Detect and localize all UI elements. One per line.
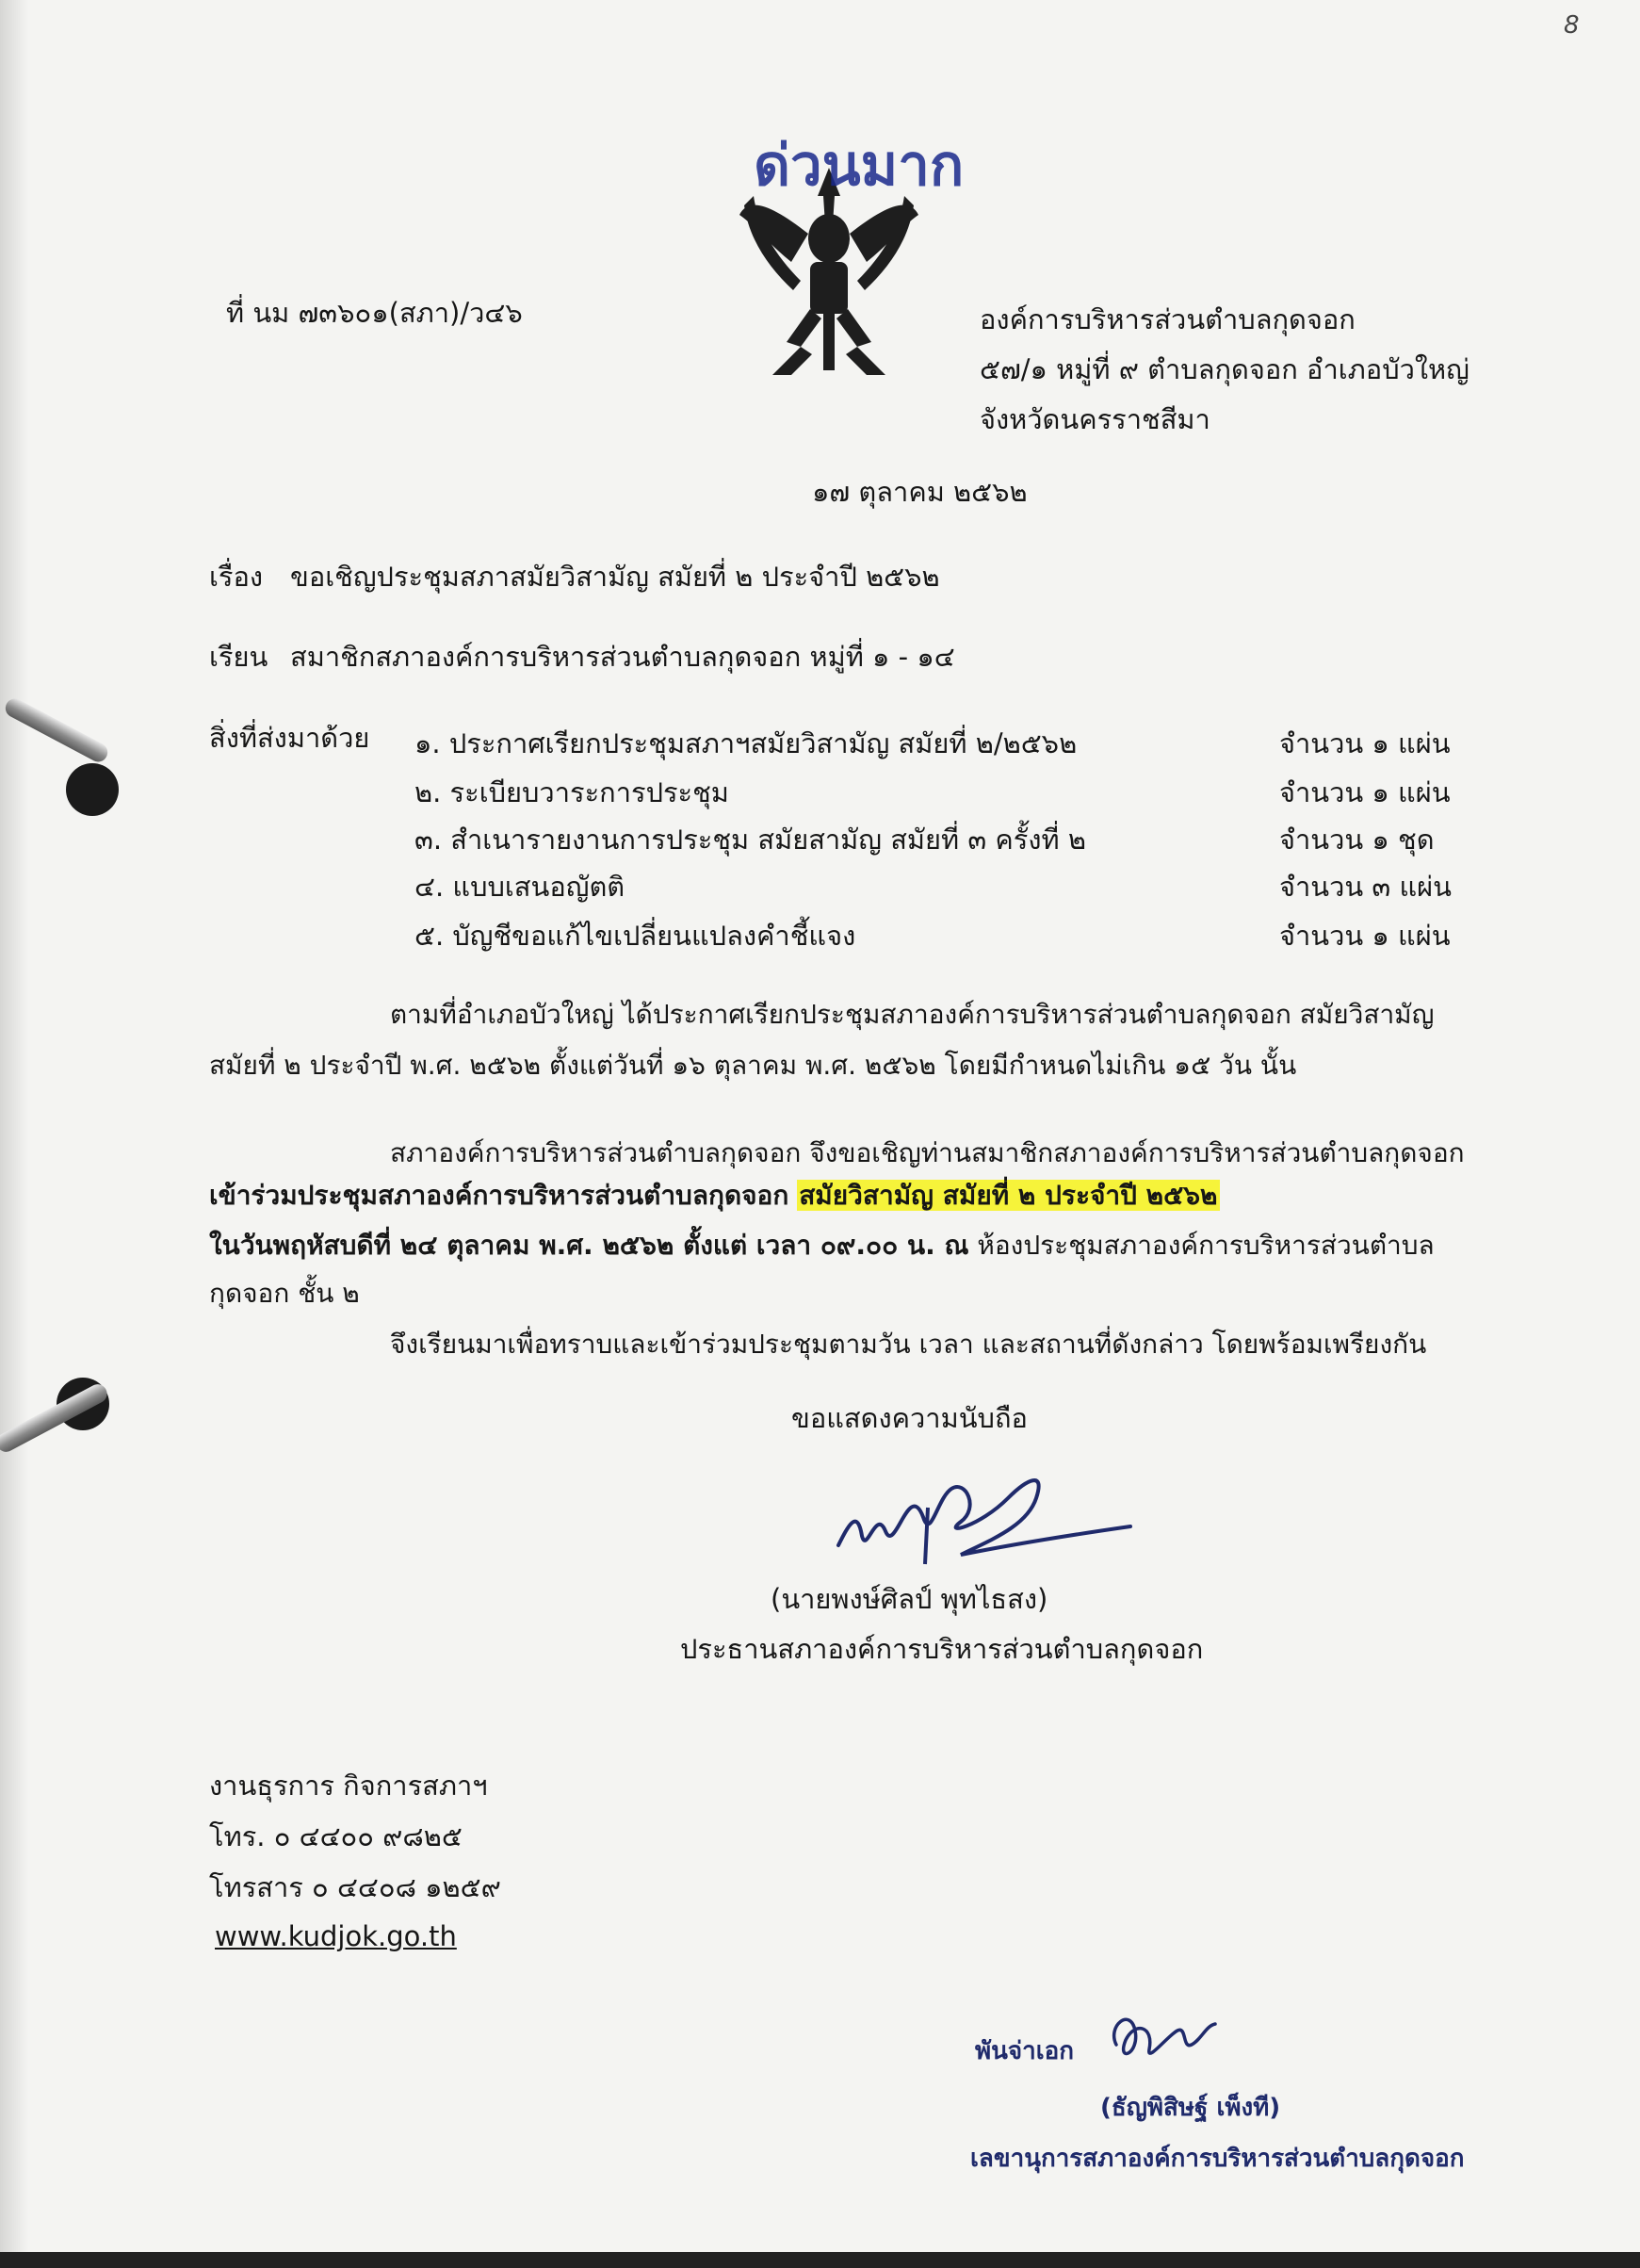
contact-department: งานธุรการ กิจการสภาฯ xyxy=(209,1770,488,1802)
signer-position: ประธานสภาองค์การบริหารส่วนตำบลกุดจอก xyxy=(680,1633,1204,1665)
enclosure-qty: จำนวน ๓ แผ่น xyxy=(1279,871,1452,903)
paragraph2-line2 xyxy=(209,1180,1220,1212)
enclosure-qty: จำนวน ๑ แผ่น xyxy=(1279,920,1451,952)
binder-hole-top xyxy=(66,763,119,816)
paragraph2-line4: กุดจอก ชั้น ๒ xyxy=(209,1278,360,1309)
highlighted-session-text: สมัยวิสามัญ สมัยที่ ๒ ประจำปี ๒๕๖๒ xyxy=(799,1180,1218,1211)
website-link[interactable]: www.kudjok.go.th xyxy=(215,1920,457,1952)
paragraph2-bold-text: เข้าร่วมประชุมสภาองค์การบริหารส่วนตำบลกุดจอก xyxy=(209,1180,789,1211)
enclosure-item: ๔. แบบเสนอญัตติ xyxy=(414,871,625,903)
secretary-name: (ธัญพิสิษฐ์ เพ็งที) xyxy=(1100,2094,1281,2122)
enclosure-item: ๒. ระเบียบวาระการประชุม xyxy=(414,776,729,808)
org-name: องค์การบริหารส่วนตำบลกุดจอก xyxy=(980,303,1356,335)
paragraph1-line2: สมัยที่ ๒ ประจำปี พ.ศ. ๒๕๖๒ ตั้งแต่วันที่ ๑๖ ตุลาคม พ.ศ. ๒๕๖๒ โดยมีกำหนดไม่เกิน ๑๕ วัน นั้น xyxy=(209,1050,1297,1081)
enclosure-item: ๕. บัญชีขอแก้ไขเปลี่ยนแปลงคำชี้แจง xyxy=(414,920,856,952)
org-address-line1: ๕๗/๑ หมู่ที่ ๙ ตำบลกุดจอก อำเภอบัวใหญ่ xyxy=(980,353,1470,385)
paragraph2-line3 xyxy=(209,1230,1435,1262)
org-address-line2: จังหวัดนครราชสีมา xyxy=(980,403,1210,435)
secretary-position: เลขานุการสภาองค์การบริหารส่วนตำบลกุดจอก xyxy=(970,2145,1465,2173)
enclosure-qty: จำนวน ๑ ชุด xyxy=(1279,824,1435,856)
letter-date: ๑๗ ตุลาคม ๒๕๖๒ xyxy=(812,476,1028,508)
reference-number: ที่ นม ๗๓๖๐๑(สภา)/ว๔๖ xyxy=(226,297,523,329)
page-mark: 8 xyxy=(1564,11,1580,40)
meeting-datetime: ในวันพฤหัสบดีที่ ๒๔ ตุลาคม พ.ศ. ๒๕๖๒ ตั้งแต่ เวลา ๐๙.๐๐ น. ณ xyxy=(209,1230,969,1261)
page-edge-shadow xyxy=(0,0,28,2252)
secretary-signature xyxy=(1097,1998,1229,2073)
enclosure-qty: จำนวน ๑ แผ่น xyxy=(1279,727,1451,759)
urgent-stamp: ด่วนมาก xyxy=(754,133,965,199)
chairman-signature xyxy=(820,1451,1140,1592)
scan-bottom-edge xyxy=(0,2252,1640,2268)
regards-text: ขอแสดงความนับถือ xyxy=(791,1402,1028,1434)
signer-name: (นายพงษ์ศิลป์ พุทไธสง) xyxy=(771,1583,1048,1615)
contact-telephone: โทร. ๐ ๔๔๐๐ ๙๘๒๕ xyxy=(209,1820,463,1852)
subject-label: เรื่อง xyxy=(209,561,264,593)
paragraph1-line1: ตามที่อำเภอบัวใหญ่ ได้ประกาศเรียกประชุมสภาองค์การบริหารส่วนตำบลกุดจอก สมัยวิสามัญ xyxy=(390,999,1435,1030)
enclosure-item: ๓. สำเนารายงานการประชุม สมัยสามัญ สมัยที่ ๓ ครั้งที่ ๒ xyxy=(414,824,1086,856)
paragraph2-line1: สภาองค์การบริหารส่วนตำบลกุดจอก จึงขอเชิญท่านสมาชิกสภาองค์การบริหารส่วนตำบลกุดจอก xyxy=(390,1137,1465,1168)
secretary-rank: พันจ่าเอก xyxy=(975,2037,1074,2065)
paragraph3: จึงเรียนมาเพื่อทราบและเข้าร่วมประชุมตามวัน เวลา และสถานที่ดังกล่าว โดยพร้อมเพรียงกัน xyxy=(390,1329,1427,1360)
to-text: สมาชิกสภาองค์การบริหารส่วนตำบลกุดจอก หมู่ที่ ๑ - ๑๔ xyxy=(290,641,955,673)
enclosure-qty: จำนวน ๑ แผ่น xyxy=(1279,776,1451,808)
meeting-location: ห้องประชุมสภาองค์การบริหารส่วนตำบล xyxy=(977,1230,1435,1261)
to-label: เรียน xyxy=(209,641,268,673)
enclosures-label: สิ่งที่ส่งมาด้วย xyxy=(209,722,370,754)
subject-text: ขอเชิญประชุมสภาสมัยวิสามัญ สมัยที่ ๒ ประจำปี ๒๕๖๒ xyxy=(290,561,940,593)
contact-fax: โทรสาร ๐ ๔๔๐๘ ๑๒๕๙ xyxy=(209,1871,501,1903)
enclosure-item: ๑. ประกาศเรียกประชุมสภาฯสมัยวิสามัญ สมัยที่ ๒/๒๕๖๒ xyxy=(414,727,1078,759)
